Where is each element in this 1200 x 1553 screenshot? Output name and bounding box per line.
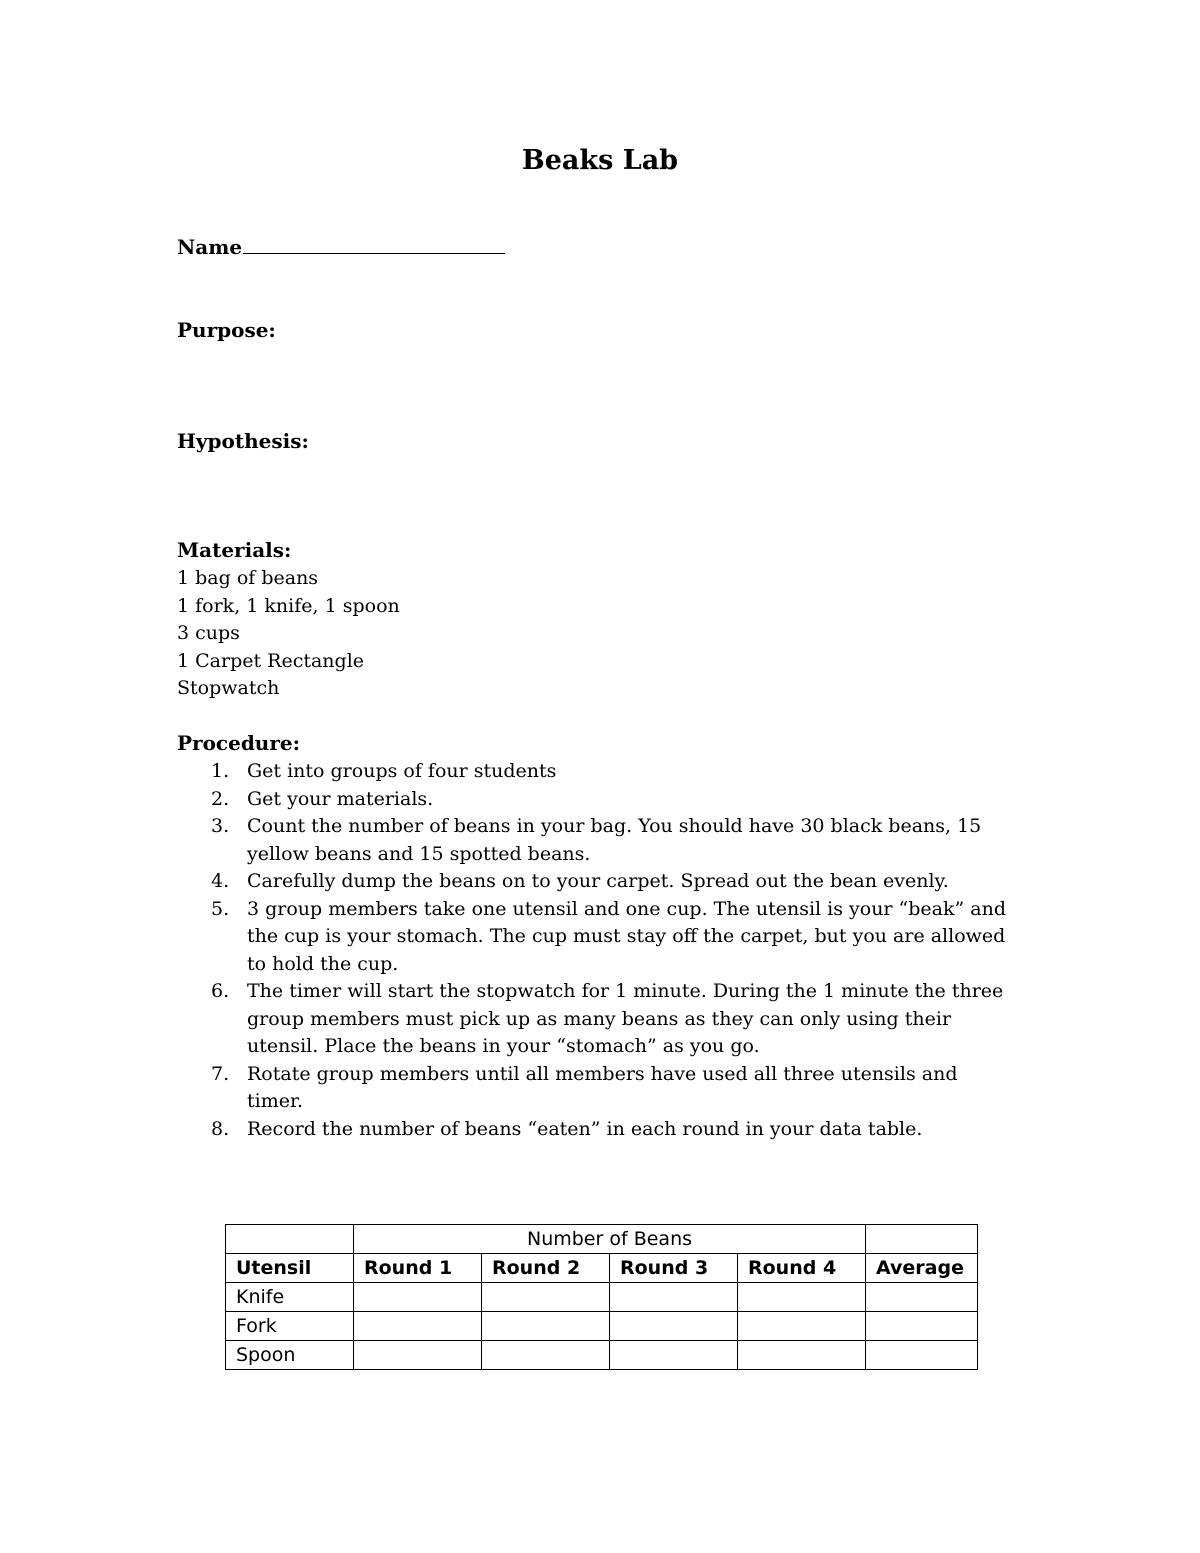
list-item: 1 bag of beans [177, 567, 319, 589]
table-row [226, 1341, 978, 1370]
list-item: 3 cups [177, 622, 240, 644]
page-title: Beaks Lab [521, 145, 679, 176]
table-header-row [226, 1254, 978, 1283]
step-number: 7. [211, 1062, 230, 1085]
step-number: 6. [211, 980, 230, 1002]
procedure-list [177, 758, 1017, 1143]
procedure-step [177, 868, 1017, 896]
name-label: Name [177, 235, 243, 259]
step-number: 1. [211, 760, 230, 782]
hypothesis-label: Hypothesis: [177, 429, 309, 453]
row-label: Knife [226, 1283, 354, 1312]
table-cell [738, 1312, 866, 1341]
step-text: Record the number of beans “eaten” in each round in your data table. [247, 1117, 923, 1140]
table-cell [866, 1312, 978, 1341]
table-cell [354, 1312, 482, 1341]
step-number: 3. [211, 815, 230, 837]
list-item: 1 Carpet Rectangle [177, 649, 365, 672]
purpose-label: Purpose: [177, 318, 276, 342]
step-text: Rotate group members until all members have used all three utensils and timer. [247, 1062, 958, 1112]
step-number: 5. [211, 897, 230, 920]
step-text: 3 group members take one utensil and one cup. The utensil is your “beak” and the cup is your stomach. The cup must stay off the carpet, but you are allowed to hold the cup. [247, 897, 1006, 975]
step-text: Count the number of beans in your bag. You should have 30 black beans, 15 yellow beans and 15 spotted beans. [247, 815, 982, 865]
step-number: 2. [211, 787, 230, 810]
procedure-step [177, 758, 1017, 786]
table-group-header-row [226, 1225, 978, 1254]
column-header: Average [866, 1254, 978, 1283]
data-table [225, 1224, 978, 1370]
procedure-step [177, 896, 1017, 979]
row-label: Fork [226, 1312, 354, 1341]
table-row [226, 1283, 978, 1312]
name-blank-line [243, 235, 505, 254]
procedure-step [177, 813, 1017, 868]
table-cell [738, 1283, 866, 1312]
column-header: Round 2 [482, 1254, 610, 1283]
list-item: Stopwatch [177, 677, 280, 699]
procedure-step [177, 1061, 1017, 1116]
materials-list [177, 565, 400, 703]
column-header: Round 1 [354, 1254, 482, 1283]
table-cell [738, 1341, 866, 1370]
table-cell [482, 1312, 610, 1341]
table-cell [482, 1341, 610, 1370]
step-number: 4. [211, 870, 230, 892]
row-label: Spoon [226, 1341, 354, 1370]
group-header-cell: Number of Beans [354, 1225, 866, 1254]
column-header: Utensil [226, 1254, 354, 1283]
procedure-step [177, 978, 1017, 1061]
table-cell [610, 1341, 738, 1370]
procedure-step [177, 1116, 1017, 1144]
step-text: Get your materials. [247, 787, 434, 810]
name-field [177, 234, 505, 261]
step-text: Get into groups of four students [247, 760, 557, 782]
step-text: The timer will start the stopwatch for 1 minute. During the 1 minute the three group members must pick up as many beans as they can only using their utensil. Place the beans in your “stomach” as you go. [247, 980, 1004, 1057]
table-cell [354, 1283, 482, 1312]
step-text: Carefully dump the beans on to your carpet. Spread out the bean evenly. [247, 870, 949, 892]
table-cell [866, 1225, 978, 1254]
table-cell [866, 1341, 978, 1370]
table-cell [482, 1283, 610, 1312]
column-header: Round 4 [738, 1254, 866, 1283]
list-item: 1 fork, 1 knife, 1 spoon [177, 594, 400, 617]
table-cell [226, 1225, 354, 1254]
procedure-label: Procedure: [177, 731, 300, 755]
step-number: 8. [211, 1117, 230, 1140]
column-header: Round 3 [610, 1254, 738, 1283]
table-row [226, 1312, 978, 1341]
table-cell [354, 1341, 482, 1370]
materials-label: Materials: [177, 538, 292, 562]
table-cell [610, 1312, 738, 1341]
table-cell [866, 1283, 978, 1312]
table-cell [610, 1283, 738, 1312]
procedure-step [177, 786, 1017, 814]
